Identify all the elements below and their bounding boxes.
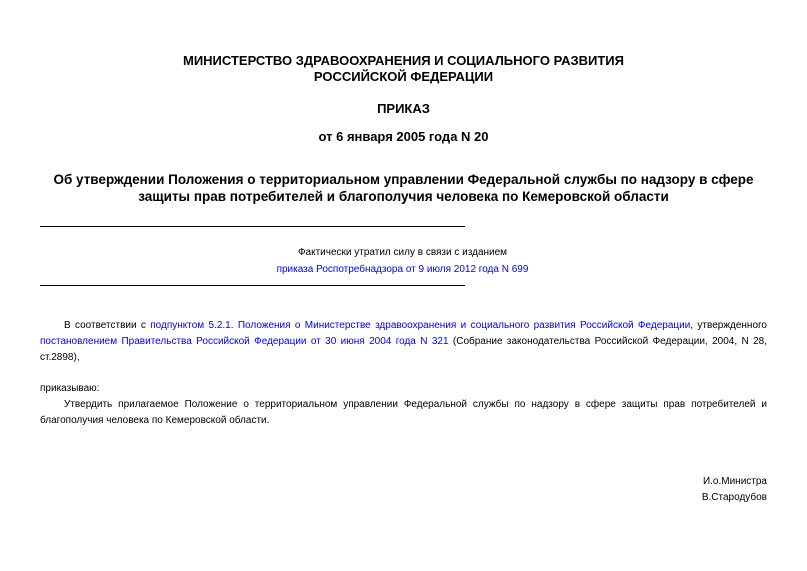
document-subject [40, 171, 767, 205]
ministry-name-line1: МИНИСТЕРСТВО ЗДРАВООХРАНЕНИЯ И СОЦИАЛЬНОГО РАЗВИТИЯ [183, 53, 624, 68]
status-divider-top [40, 226, 465, 227]
status-note-link[interactable]: приказа Роспотребнадзора от 9 июля 2012 года N 699 [276, 264, 529, 275]
document-subject-line1: Об утверждении Положения о территориальном управлении Федеральной службы по надзору в сфере [53, 172, 754, 187]
signatory-name: В.Стародубов [701, 492, 767, 503]
document-date: от 6 января 2005 года N 20 [318, 129, 489, 144]
status-divider-bottom [40, 285, 465, 286]
document-type: ПРИКАЗ [377, 101, 430, 116]
status-note: Фактически утратил силу в связи с изданием [297, 247, 508, 258]
legal-basis-prefix: В соответствии с [64, 320, 151, 331]
orders-word: приказываю: [40, 383, 100, 394]
ministry-name [0, 53, 807, 85]
legal-basis-middle: , утвержденного [690, 320, 767, 331]
legal-basis-suffix: (Собрание законодательства Российской Федерации, 2004, N 28, ст.2898), [40, 336, 767, 363]
ministry-name-line2: РОССИЙСКОЙ ФЕДЕРАЦИИ [313, 69, 494, 84]
approve-paragraph: Утвердить прилагаемое Положение о территориальном управлении Федеральной службы по надзору в сфере защиты прав потребителей и благополучия человека по Кемеровской области. [40, 399, 767, 426]
signatory-role: И.о.Министра [702, 476, 767, 487]
decree-link[interactable]: постановлением Правительства Российской Федерации от 30 июня 2004 года N 321 [40, 336, 449, 347]
legal-basis-paragraph [40, 318, 767, 366]
regulation-link[interactable]: подпунктом 5.2.1. Положения о Министерстве здравоохранения и социального развития Российской Федерации [150, 320, 691, 331]
document-subject-line2: защиты прав потребителей и благополучия человека по Кемеровской области [138, 189, 669, 204]
